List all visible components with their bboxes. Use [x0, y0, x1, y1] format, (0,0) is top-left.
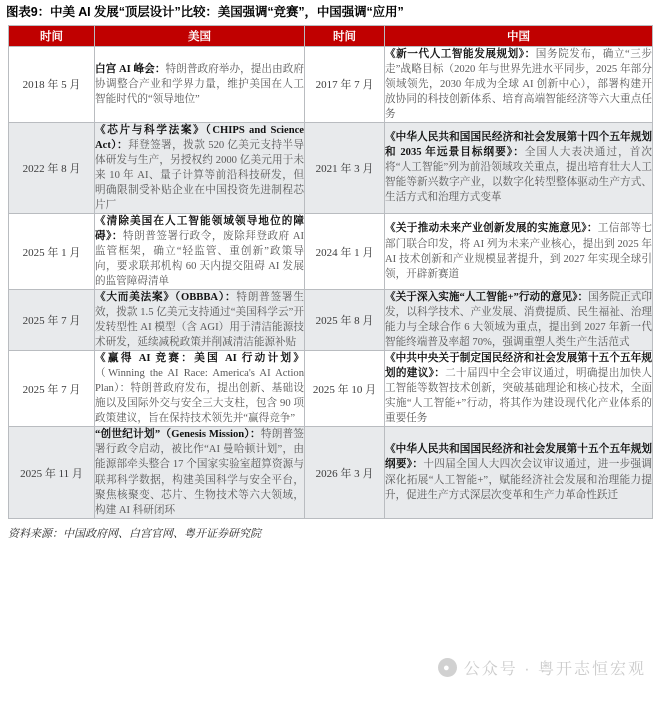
cell-cn-content	[385, 122, 653, 213]
column-header-cn-date: 时间	[305, 25, 385, 46]
cell-us-date: 2025 年 7 月	[9, 290, 95, 351]
cell-us-text: 特朗普签署行政令，废除拜登政府 AI 监管框架，确立“轻监管、重创新”政策导向，要求联邦机构 60 天内提交阻碍 AI 发展的监管障碍清单	[95, 231, 304, 288]
cell-cn-text: 国务院正式印发，以科学技术、产业发展、消费提质、民生福祉、治理能力与全球合作 6 大领域为重点，提出到 2027 年新一代智能终端普及率超 70%，强调重塑人类生产生活范式	[385, 292, 652, 349]
cell-us-content	[95, 46, 305, 122]
cell-cn-lead: 《新一代人工智能发展规划》：	[385, 48, 536, 60]
cell-cn-text: 二十届四中全会审议通过，明确提出加快人工智能等数智技术创新，突破基础理论和核心技术，全面实施“人工智能+”行动，将其作为建设现代化产业体系的重要任务	[385, 368, 653, 425]
cell-us-content	[95, 122, 305, 213]
table-header	[9, 25, 653, 46]
cell-cn-content	[385, 351, 653, 427]
header-row	[9, 25, 653, 46]
cell-cn-date: 2026 年 3 月	[305, 427, 385, 518]
cell-us-text: （Winning the AI Race: America's AI Action Plan）：特朗普政府发布，提出创新、基础设施以及国际外交与安全三大支柱，包含 90 项政策建议，旨在保持技术领先并“赢得竞争”	[95, 368, 304, 425]
cell-cn-content	[385, 290, 653, 351]
cell-cn-lead: 《关于深入实施“人工智能+”行动的意见》：	[385, 292, 589, 304]
cell-us-text: 特朗普签署行政令启动，被比作“AI 曼哈顿计划”，由能源部牵头整合 17 个国家实验室超算资源与联邦科学数据，构建美国科学与安全平台，聚焦核聚变、芯片、生物技术等六大领域，构建 AI 科研闭环	[95, 429, 304, 516]
cell-us-lead: 白宫 AI 峰会：	[95, 63, 166, 75]
cell-us-lead: “创世纪计划”（Genesis Mission）：	[95, 429, 261, 441]
table-row	[9, 351, 653, 427]
wechat-icon: ●	[438, 658, 457, 677]
cell-cn-text: 工信部等七部门联合印发，将 AI 列为未来产业核心，提出到 2025 年 AI 技术创新和产业规模显著提升，到 2027 年实现全球引领，开辟新赛道	[385, 223, 653, 280]
cell-cn-date: 2021 年 3 月	[305, 122, 385, 213]
cell-us-content	[95, 351, 305, 427]
cell-cn-date: 2025 年 10 月	[305, 351, 385, 427]
table-row	[9, 122, 653, 213]
cell-cn-content	[385, 213, 653, 289]
cell-us-lead: 《大而美法案》（OBBBA）：	[95, 292, 237, 304]
watermark-text: 公众号 · 粤开志恒宏观	[463, 661, 646, 678]
column-header-us-date: 时间	[9, 25, 95, 46]
table-body	[9, 46, 653, 518]
cell-cn-lead: 《中华人民共和国国民经济和社会发展第十四个五年规划和 2035 年远景目标纲要》：	[385, 132, 652, 159]
cell-us-date: 2025 年 1 月	[9, 213, 95, 289]
cell-cn-text: 全国人大表决通过，首次将“人工智能”列为前沿领域攻关重点，提出培育壮大人工智能等新兴数字产业，以数字化转型整体驱动生产方式、生活方式和治理方式变革	[385, 147, 653, 204]
cell-us-text: 特朗普政府举办，提出由政府协调整合产业和学界力量，维护美国在人工智能时代的“领导地位”	[95, 63, 304, 105]
table-row	[9, 290, 653, 351]
table-row	[9, 46, 653, 122]
page-title: 图表9：中美 AI 发展“顶层设计”比较：美国强调“竞赛”，中国强调“应用”	[6, 5, 404, 19]
cell-us-date: 2025 年 7 月	[9, 351, 95, 427]
cell-us-text: 拜登签署，拨款 520 亿美元支持半导体研发与生产，另授权约 2000 亿美元用于未来 10 年 AI、量子计算等前沿科技研发，但明确限制受补贴企业在中国投资先进制程芯片厂	[95, 139, 304, 211]
cell-us-date: 2018 年 5 月	[9, 46, 95, 122]
cell-cn-date: 2024 年 1 月	[305, 213, 385, 289]
table-row	[9, 213, 653, 289]
cell-us-lead: 《清除美国在人工智能领域领导地位的障碍》：	[95, 215, 304, 242]
table-container	[0, 25, 660, 519]
comparison-table	[8, 25, 653, 519]
cell-cn-lead: 《中共中央关于制定国民经济和社会发展第十五个五年规划的建议》：	[385, 353, 652, 380]
cell-cn-content	[385, 427, 653, 518]
cell-us-date: 2025 年 11 月	[9, 427, 95, 518]
cell-cn-date: 2025 年 8 月	[305, 290, 385, 351]
column-header-us: 美国	[95, 25, 305, 46]
cell-us-text: 特朗普签署生效，拨款 1.5 亿美元支持通过“美国科学云”开发转型性 AI 模型（含 AGI）用于清洁能源技术研发，延续减税政策并削减清洁能源补贴	[95, 292, 304, 349]
cell-us-lead: 《赢得 AI 竞赛：美国 AI 行动计划》	[95, 353, 304, 365]
cell-cn-text: 国务院发布，确立“三步走”战略目标（2020 年与世界先进水平同步，2025 年部分领域领先，2030 年成为全球 AI 创新中心），部署构建开放协同的科技创新体系、培育高端智能经济等六大重点任务	[385, 48, 652, 120]
table-row	[9, 427, 653, 518]
source-note: 资料来源：中国政府网、白宫官网、粤开证券研究院	[8, 527, 261, 540]
cell-cn-lead: 《关于推动未来产业创新发展的实施意见》：	[385, 223, 598, 235]
cell-cn-date: 2017 年 7 月	[305, 46, 385, 122]
cell-us-lead: 《芯片与科学法案》（CHIPS and Science Act）：	[95, 124, 304, 151]
column-header-cn: 中国	[385, 25, 653, 46]
cell-us-date: 2022 年 8 月	[9, 122, 95, 213]
cell-cn-lead: 《中华人民共和国国民经济和社会发展第十五个五年规划纲要》：	[385, 444, 652, 471]
cell-cn-content	[385, 46, 653, 122]
watermark	[438, 656, 646, 679]
cell-cn-text: 十四届全国人大四次会议审议通过，进一步强调深化拓展“人工智能+”，赋能经济社会发展和治理能力提升，促进生产方式深层次变革和生产力革命性跃迁	[385, 459, 653, 501]
cell-us-content	[95, 213, 305, 289]
cell-us-content	[95, 427, 305, 518]
cell-us-content	[95, 290, 305, 351]
